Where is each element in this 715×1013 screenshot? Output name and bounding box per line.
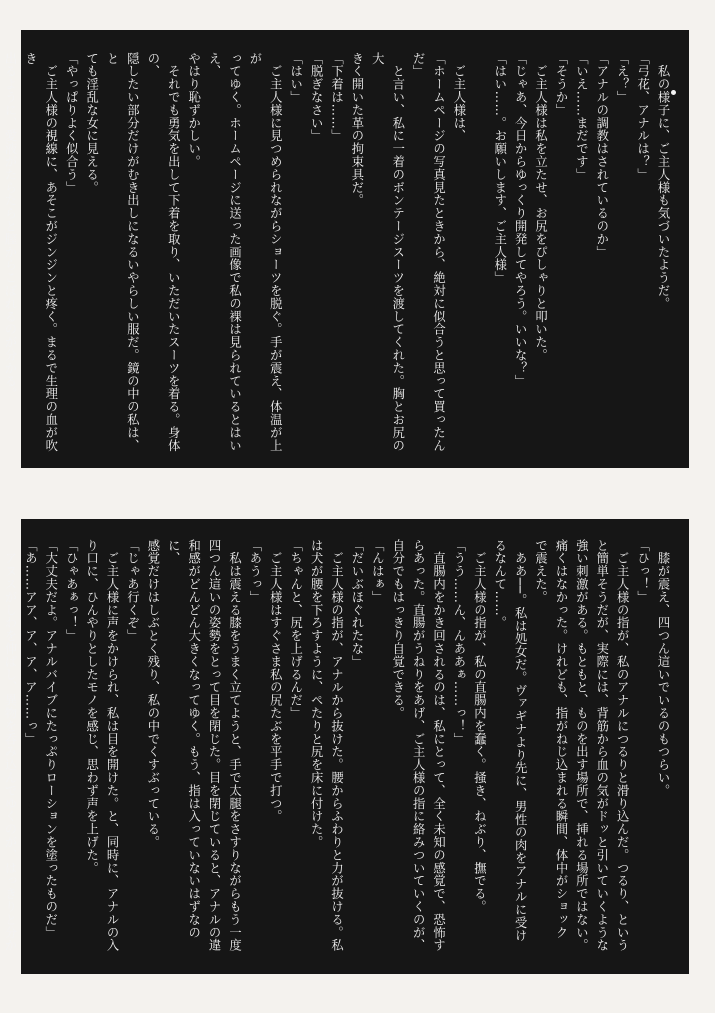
text-line: ああ──。私は処女だ。ヴァギナより先に、男性の肉をアナルに受け: [513, 539, 528, 943]
text-line: るなんて……。: [492, 539, 507, 630]
text-line: ご主人様は、: [451, 52, 466, 143]
text-line: 「ホームページの写真見たときから、絶対に似合うと思って買ったんだ」: [411, 52, 446, 452]
text-line: 直腸内をかき回されるのは、私にとって、全く未知の感覚で、恐怖す: [431, 539, 446, 952]
text-line: ご主人様の指が、アナルから抜けた。腰からふわりと力が抜ける。私: [329, 539, 344, 952]
text-line: 「やっぱりよく似合う」: [64, 52, 79, 194]
top-text-body: [3, 52, 673, 454]
text-line: 「んはぁ」: [370, 539, 385, 604]
text-line: 「だいぶほぐれたな」: [349, 539, 364, 668]
text-line: ご主人様の指が、私の直腸内を蠢く。掻き、ねぶり、撫でる。: [472, 539, 487, 914]
text-line: 「あ……アア、ア、ア、ア……っ」: [23, 539, 38, 746]
text-line: 痛くはなかった。けれども、指がねじ込まれる瞬間、体中がショック: [553, 539, 568, 939]
text-line: 「あうっ」: [247, 539, 262, 604]
text-line: 「そうか」: [553, 52, 568, 117]
text-line: 自分でもはっきり自覚できる。: [390, 539, 405, 720]
text-line: 「大丈夫だよ。アナルバイブにたっぷりローションを塗ったものだ」: [43, 539, 58, 939]
text-line: 「アナルの調教はされているのか」: [594, 52, 609, 259]
text-line: 「ひっ！」: [635, 539, 650, 604]
bottom-text-body: [3, 539, 673, 960]
text-line: 私は震える膝をうまく立てようと、手で太腿をさすりながらもう一度: [227, 539, 242, 952]
text-line: 「ちゃんと、尻を上げるんだ」: [288, 539, 303, 720]
text-line: [469, 52, 489, 454]
text-line: 「じゃあ、今日からゆっくり開発してやろう。いいな？」: [513, 52, 528, 388]
text-line: ご主人様に見つめられながらショーツを脱ぐ。手が震え、体温が上が: [247, 52, 283, 452]
text-line: と言い、私に一着のボンテージスーツを渡してくれた。胸とお尻の大: [370, 52, 405, 452]
text-line: ご主人様に声をかけられ、私は目を開けた。と、同時に、アナルの入: [105, 539, 120, 952]
text-line: やはり恥ずかしい。: [186, 52, 201, 169]
text-line: 「弓花、アナルは？」: [635, 52, 650, 181]
text-line: ってゆく。ホームページに送った画像で私の裸は見られているとはいえ、: [207, 52, 242, 452]
text-line: 私の様子に、ご主人様も気づいたようだ。: [656, 52, 670, 310]
text-line: 四つん這いの姿勢をとって目を閉じた。目を閉じていると、アナルの違: [207, 539, 222, 952]
text-line: と簡単そうだが、実際には、背筋から血の気がドッと引いていくような: [594, 539, 609, 952]
text-line: 感覚だけはしぶとく残り、私の中でくすぶっている。: [145, 539, 160, 849]
text-line: 強い刺激がある。もともと、ものを出す場所で、挿れる場所ではない。: [574, 539, 589, 952]
text-line: 「いえ……まだです」: [574, 52, 589, 181]
text-line: 「はい……。お願いします、ご主人様」: [492, 52, 507, 285]
text-line: 出るように、愛液がたらたらと膣からこぼれるのが分かる。: [3, 52, 17, 401]
text-line: 「はい」: [288, 52, 303, 104]
text-line: ご主人様はすぐさま私の尻たぶを平手で打つ。: [268, 539, 283, 823]
text-line: それでも勇気を出して下着を取り、いただいたスーツを着る。身体の、: [145, 52, 181, 452]
text-line: きく開いた革の拘束具だ。: [349, 52, 364, 207]
text-line: ご主人様は私を立たせ、お尻をぴしゃりと叩いた。: [533, 52, 548, 362]
text-line: アヌスがしわを伸ばし、異物を呑み込んでゆくのが、はっきりと分か: [3, 539, 17, 952]
bottom-text-panel: [3, 519, 689, 974]
text-line: 「ひゃあぁっ！」: [64, 539, 79, 643]
top-text-panel: [3, 30, 689, 468]
text-line: ご主人様の視線に、あそこがジンジンと疼く。まるで生理の血が吹き: [23, 52, 58, 452]
text-line: らあった。直腸がうねりをあげ、ご主人様の指に絡みついていくのが、: [411, 539, 426, 952]
text-line: 和感がどんどん大きくなってゆく。もう、指は入っていないはずなのに、: [166, 539, 201, 939]
text-line: 「じゃあ行くぞ」: [125, 539, 140, 643]
text-line: 隠したい部分だけがむき出しになるいやらしい服だ。鏡の中の私は、と: [105, 52, 140, 452]
text-line: り口に、ひんやりとしたモノを感じ、思わず声を上げた。: [84, 539, 99, 875]
text-line: 膝が震え、四つん這いでいるのもつらい。: [656, 539, 670, 797]
text-line: で震えた。: [533, 539, 548, 604]
text-line: は犬が腰を下ろすように、ぺたりと尻を床に付けた。: [309, 539, 324, 849]
text-line: ても淫乱な女に見える。: [84, 52, 99, 194]
text-line: 「脱ぎなさい」: [309, 52, 324, 143]
text-line: 「下着は……」: [329, 52, 344, 143]
text-line: 「うう……ん、んああぁ……っ！」: [451, 539, 466, 746]
text-line: 「え？」: [615, 52, 630, 104]
text-line: ご主人様の指が、私のアナルにつるりと滑り込んだ。つるり、という: [615, 539, 630, 952]
